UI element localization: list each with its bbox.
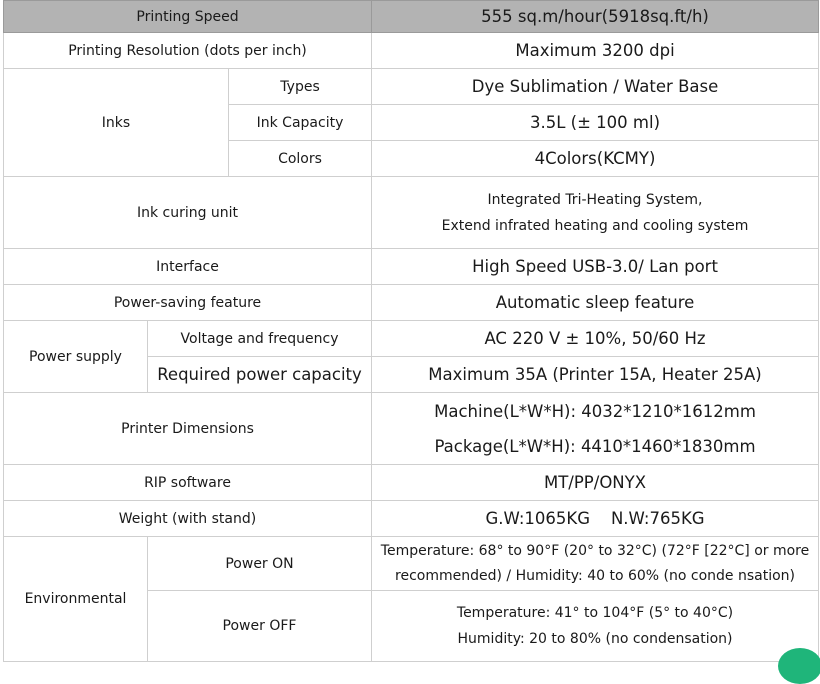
ink-types-value: Dye Sublimation / Water Base — [372, 69, 819, 105]
voltage-label: Voltage and frequency — [148, 321, 372, 357]
weight-label: Weight (with stand) — [4, 501, 372, 537]
interface-label: Interface — [4, 249, 372, 285]
dimensions-package: Package(L*W*H): 4410*1460*1830mm — [434, 436, 756, 456]
voltage-value: AC 220 V ± 10%, 50/60 Hz — [372, 321, 819, 357]
interface-value: High Speed USB-3.0/ Lan port — [372, 249, 819, 285]
weight-value: G.W:1065KG N.W:765KG — [372, 501, 819, 537]
ink-colors-value: 4Colors(KCMY) — [372, 141, 819, 177]
dimensions-machine: Machine(L*W*H): 4032*1210*1612mm — [434, 401, 756, 421]
dimensions-value — [372, 393, 819, 465]
resolution-value: Maximum 3200 dpi — [372, 33, 819, 69]
power-saving-label: Power-saving feature — [4, 285, 372, 321]
chat-widget-badge[interactable] — [778, 648, 820, 684]
inks-label: Inks — [4, 69, 229, 177]
power-capacity-label: Required power capacity — [148, 357, 372, 393]
curing-value — [372, 177, 819, 249]
dimensions-label: Printer Dimensions — [4, 393, 372, 465]
power-off-value — [372, 591, 819, 662]
row-power-saving — [4, 285, 819, 321]
power-saving-value: Automatic sleep feature — [372, 285, 819, 321]
row-rip — [4, 465, 819, 501]
row-resolution — [4, 33, 819, 69]
ink-colors-label: Colors — [229, 141, 372, 177]
power-capacity-value: Maximum 35A (Printer 15A, Heater 25A) — [372, 357, 819, 393]
curing-line-1: Integrated Tri-Heating System, — [487, 191, 703, 208]
curing-line-2: Extend infrated heating and cooling system — [441, 217, 749, 234]
row-power-on — [4, 537, 819, 591]
power-on-value — [372, 537, 819, 591]
resolution-label: Printing Resolution (dots per inch) — [4, 33, 372, 69]
row-voltage — [4, 321, 819, 357]
ink-capacity-value: 3.5L (± 100 ml) — [372, 105, 819, 141]
power-on-line-1: Temperature: 68° to 90°F (20° to 32°C) (72°F [22°C] or more — [380, 542, 810, 559]
row-curing — [4, 177, 819, 249]
ink-types-label: Types — [229, 69, 372, 105]
rip-value: MT/PP/ONYX — [372, 465, 819, 501]
rip-label: RIP software — [4, 465, 372, 501]
row-weight — [4, 501, 819, 537]
row-interface — [4, 249, 819, 285]
spec-table — [3, 0, 819, 662]
row-ink-types — [4, 69, 819, 105]
row-dimensions — [4, 393, 819, 465]
row-printing-speed — [4, 1, 819, 33]
environmental-label: Environmental — [4, 537, 148, 662]
curing-label: Ink curing unit — [4, 177, 372, 249]
power-on-label: Power ON — [148, 537, 372, 591]
power-supply-label: Power supply — [4, 321, 148, 393]
ink-capacity-label: Ink Capacity — [229, 105, 372, 141]
printing-speed-value: 555 sq.m/hour(5918sq.ft/h) — [372, 1, 819, 33]
power-off-line-2: Humidity: 20 to 80% (no condensation) — [457, 631, 733, 647]
power-off-label: Power OFF — [148, 591, 372, 662]
power-off-line-1: Temperature: 41° to 104°F (5° to 40°C) — [456, 605, 734, 621]
printing-speed-label: Printing Speed — [4, 1, 372, 33]
power-on-line-2: recommended) / Humidity: 40 to 60% (no conde nsation) — [395, 567, 795, 584]
